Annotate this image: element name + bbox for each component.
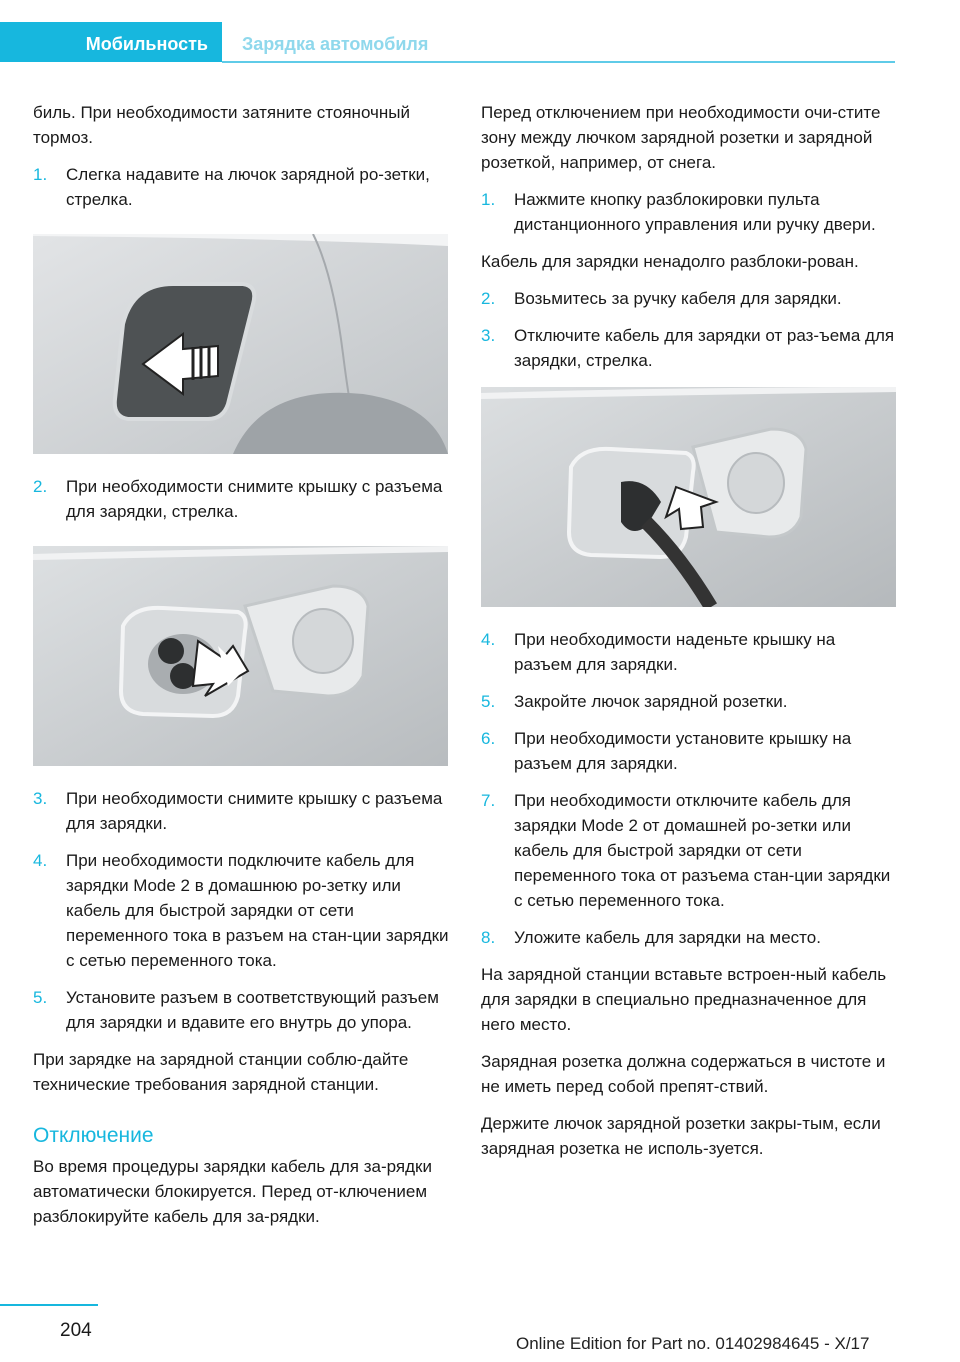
list-item xyxy=(481,187,897,237)
list-item xyxy=(33,474,449,524)
subsection-tab: Зарядка автомобиля xyxy=(242,34,429,54)
edition-footer: Online Edition for Part no. 01402984645 - X/17 xyxy=(516,1334,870,1353)
intro-text: биль. При необходимости затяните стояночный тормоз. xyxy=(33,103,410,147)
list-item xyxy=(481,286,897,311)
cover-removal-image xyxy=(33,546,448,766)
section-text: Во время процедуры зарядки кабель для за‐рядки автоматически блокируется. Перед от‐ключением разблокируйте кабель для за‐рядки. xyxy=(33,1157,432,1226)
step-text: Уложите кабель для зарядки на место. xyxy=(514,928,821,947)
step-text: При необходимости подключите кабель для зарядки Mode 2 в домашнюю ро‐зетку или кабель для быстрой зарядки от сети переменного тока в разъем на стан‐ции зарядки с сетью переменного тока. xyxy=(66,851,449,970)
step-number: 4. xyxy=(33,851,48,870)
list-item xyxy=(481,323,897,373)
cable-unplug-image xyxy=(481,387,896,607)
list-item xyxy=(33,985,449,1035)
section-heading: Отключение xyxy=(33,1124,154,1147)
list-item xyxy=(33,848,449,973)
left-column xyxy=(33,100,449,1241)
step-text: При необходимости отключите кабель для зарядки Mode 2 от домашней ро‐зетки или кабель для быстрой зарядки от сети переменного тока от разъема стан‐ции зарядки с сетью переменного тока. xyxy=(514,791,891,910)
step-subtext: Кабель для зарядки ненадолго разблоки‐рован. xyxy=(481,252,859,271)
step-subtext: Держите лючок зарядной розетки закры‐тым, если зарядная розетка не исполь‐зуется. xyxy=(481,1114,881,1158)
step-number: 5. xyxy=(33,988,48,1007)
step-number: 2. xyxy=(481,289,496,308)
list-item xyxy=(481,627,897,677)
step-number: 3. xyxy=(33,789,48,808)
step-number: 6. xyxy=(481,729,496,748)
intro-text: Перед отключением при необходимости очи‐стите зону между лючком зарядной розетки и зарядной розеткой, например, от снега. xyxy=(481,103,881,172)
right-column xyxy=(481,100,897,1173)
header-divider xyxy=(222,61,895,63)
page-header xyxy=(0,22,895,62)
step-text: Установите разъем в соответствующий разъем для зарядки и вдавите его внутрь до упора. xyxy=(66,988,439,1032)
note-text: При зарядке на зарядной станции соблю‐дайте технические требования зарядной станции. xyxy=(33,1050,409,1094)
step-number: 2. xyxy=(33,477,48,496)
list-item xyxy=(33,786,449,836)
charge-flap-press-image xyxy=(33,234,448,454)
step-text: Возьмитесь за ручку кабеля для зарядки. xyxy=(514,289,842,308)
step-text: При необходимости наденьте крышку на разъем для зарядки. xyxy=(514,630,836,674)
step-number: 3. xyxy=(481,326,496,345)
step-text: При необходимости снимите крышку с разъема для зарядки. xyxy=(66,789,443,833)
step-number: 8. xyxy=(481,928,496,947)
step-text: Закройте лючок зарядной розетки. xyxy=(514,692,788,711)
step-text: Нажмите кнопку разблокировки пульта дистанционного управления или ручку двери. xyxy=(514,190,876,234)
footer-divider xyxy=(0,1304,98,1306)
step-number: 7. xyxy=(481,791,496,810)
list-item xyxy=(481,925,897,950)
step-subtext: Зарядная розетка должна содержаться в чистоте и не иметь перед собой препят‐ствий. xyxy=(481,1052,886,1096)
step-text: Отключите кабель для зарядки от раз‐ъема для зарядки, стрелка. xyxy=(514,326,895,370)
step-subtext: На зарядной станции вставьте встроен‐ный кабель для зарядки в специально предназначенное для него место. xyxy=(481,965,887,1034)
step-number: 1. xyxy=(33,165,48,184)
step-number: 5. xyxy=(481,692,496,711)
step-text: При необходимости установите крышку на разъем для зарядки. xyxy=(514,729,852,773)
page-number: 204 xyxy=(60,1320,92,1341)
list-item xyxy=(33,162,449,212)
step-text: При необходимости снимите крышку с разъема для зарядки, стрелка. xyxy=(66,477,443,521)
list-item xyxy=(481,788,897,913)
section-tab: Мобильность xyxy=(0,22,222,62)
step-text: Слегка надавите на лючок зарядной ро‐зетки, стрелка. xyxy=(66,165,430,209)
step-number: 1. xyxy=(481,190,496,209)
list-item xyxy=(481,726,897,776)
step-number: 4. xyxy=(481,630,496,649)
list-item xyxy=(481,689,897,714)
